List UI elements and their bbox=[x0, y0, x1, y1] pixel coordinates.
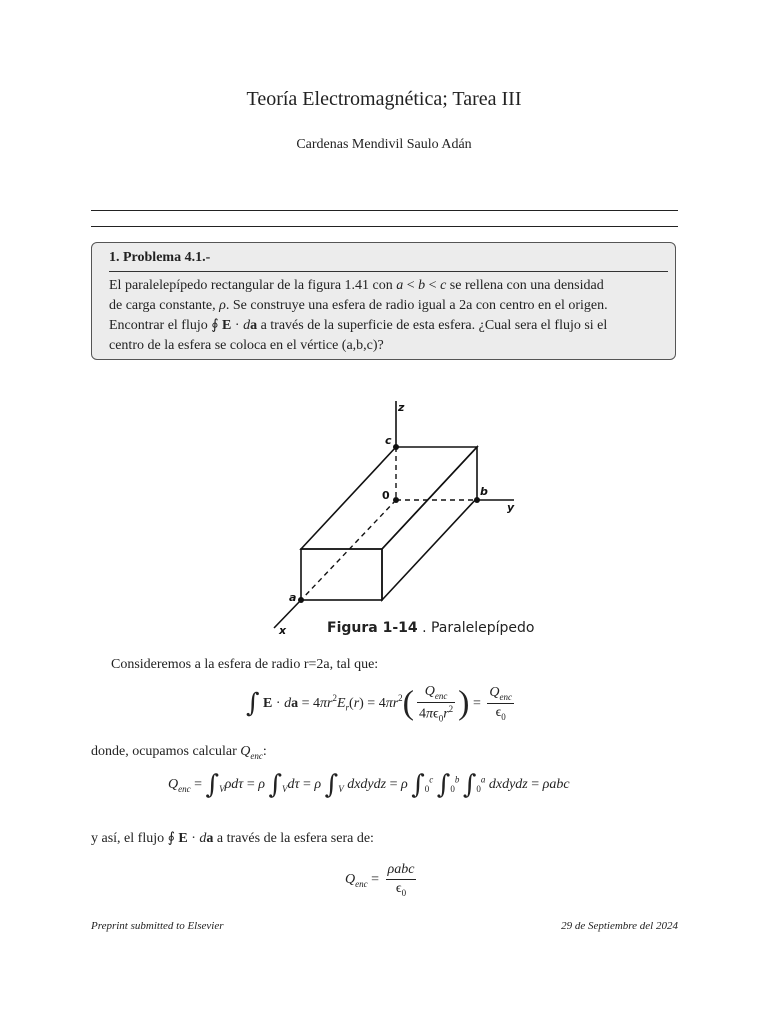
author-name: Cardenas Mendivil Saulo Adán bbox=[296, 137, 472, 152]
problem-statement: El paralelepípedo rectangular de la figura 1.41 con a < b < c se rellena con una densidad de carga constante, ρ. Se construye una esfera de radio igual a 2a con centro en el origen. Encontrar el flujo ∮ E · da a través de la superficie de esta esfera. ¿Cual sera el flujo si el centro de la esfera se coloca en el vértice (a,b,c)? bbox=[109, 278, 608, 353]
figure-caption bbox=[327, 620, 534, 636]
footer-left: Preprint submitted to Elsevier bbox=[91, 920, 224, 932]
problem-text-5: Encontrar el flujo bbox=[109, 318, 208, 333]
equation-charge: $Q_{enc} = \int_V\rho d\tau = \rho$ $\int_Vd\tau = \rho$ $\int_V$ dxdydz = ρ $\int_0^c$ $\int_0^b$ $\int_0^a$ dxdydz = ρabc bbox=[168, 770, 570, 800]
paragraph-3: y así, el flujo ∮ E · da a través de la esfera sera de: bbox=[91, 831, 374, 846]
problem-heading: 1. Problema 4.1.- bbox=[109, 250, 211, 265]
paragraph-2: donde, ocupamos calcular $Q_{enc}$: bbox=[91, 744, 267, 761]
equation-gauss: ∫ E · da = $4\pi r^2E_r(r) = 4\pi r^2$( $\frac{Q_{enc}}{4\pi\epsilon_0r^2}$ ) = $\frac{Q_{enc}}{\epsilon_0}$ bbox=[246, 684, 512, 724]
label-b: b bbox=[480, 485, 488, 498]
origin-dot bbox=[393, 497, 399, 503]
inequality-math: a bbox=[396, 278, 404, 293]
problem-box bbox=[91, 242, 676, 360]
equation-result: $Q_{enc}$ = $\frac{\text{ρabc}}{\epsilon_0}$ bbox=[345, 862, 415, 898]
problem-text-2: se rellena con una densidad bbox=[449, 278, 604, 293]
problem-text-7: centro de la esfera se coloca en el vértice (a,b,c)? bbox=[109, 338, 384, 353]
label-z: z bbox=[398, 401, 405, 414]
problem-text-1: El paralelepípedo rectangular de la figura 1.41 con bbox=[109, 278, 393, 293]
label-y: y bbox=[507, 501, 515, 514]
second-rule bbox=[91, 226, 678, 227]
top-rule bbox=[91, 210, 678, 211]
paragraph-3-pre: y así, el flujo bbox=[91, 831, 165, 846]
caption-text: . Paralelepípedo bbox=[422, 620, 535, 636]
paragraph-2-text: donde, ocupamos calcular bbox=[91, 744, 237, 759]
page-title: Teoría Electromagnética; Tarea III bbox=[246, 88, 522, 110]
label-c: c bbox=[385, 434, 392, 447]
vertex-c-dot bbox=[393, 444, 399, 450]
rho-math: ρ bbox=[219, 298, 226, 313]
parallelepiped-figure bbox=[236, 388, 528, 640]
label-origin: 0 bbox=[382, 489, 390, 502]
paragraph-1: Consideremos a la esfera de radio r=2a, tal que: bbox=[111, 657, 379, 672]
problem-heading-rule bbox=[109, 271, 668, 272]
caption-bold: Figura 1-14 bbox=[327, 620, 418, 636]
flux-integral-math: ∮ E · da bbox=[211, 318, 258, 333]
label-x: x bbox=[279, 624, 287, 637]
label-a: a bbox=[289, 591, 297, 604]
footer-right: 29 de Septiembre del 2024 bbox=[561, 920, 678, 932]
problem-text-6: a través de la superficie de esta esfera. ¿Cual sera el flujo si el bbox=[260, 318, 608, 333]
paragraph-3-post: a través de la esfera sera de: bbox=[216, 831, 374, 846]
problem-text-3: de carga constante, bbox=[109, 298, 216, 313]
problem-text-4: . Se construye una esfera de radio igual a 2a con centro en el origen. bbox=[225, 298, 608, 313]
vertex-a-dot bbox=[298, 597, 304, 603]
